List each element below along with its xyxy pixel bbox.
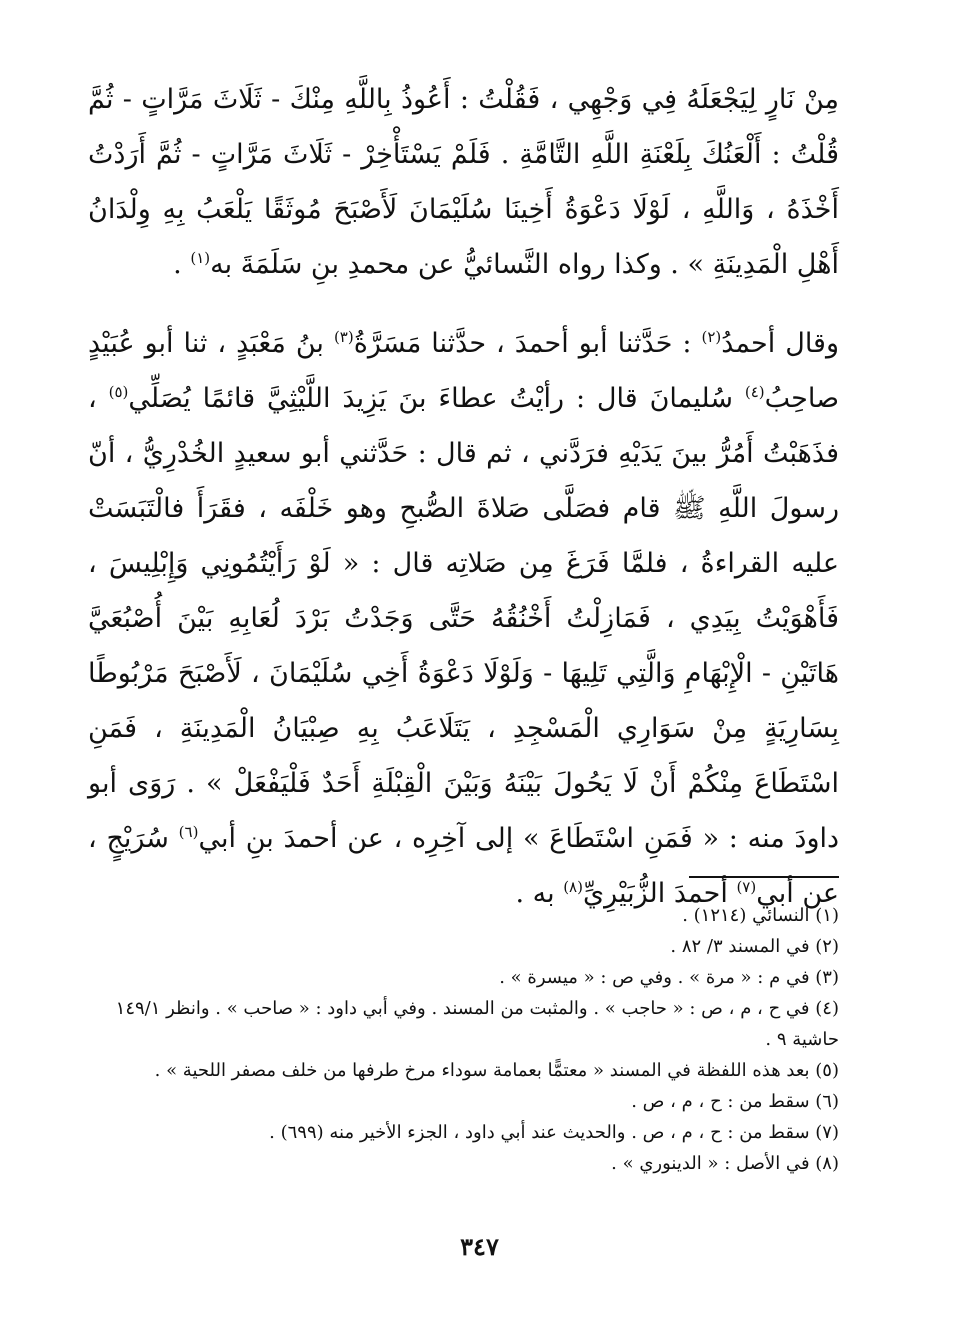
footnote-ref-3: (٣): [333, 328, 354, 346]
paragraph-2-text-4: سُليمانَ قال : رأيْتُ عطاءَ بنَ يَزِيدَ اللَّيْثِيَّ قائمًا يُصَلِّي: [128, 383, 745, 414]
paragraph-1-end: .: [173, 249, 191, 280]
page-number: ٣٤٧: [460, 1232, 499, 1261]
footnote-4: (٤) في ح ، م ، ص : « حاجب » . والمثبت من المسند . وفي أبي داود : « صاحب » . وانظر ١٤٩/١ حاشية ٩ .: [115, 998, 839, 1050]
paragraph-2: [88, 316, 839, 921]
paragraph-2-text-3: بنُ مَعْبَدٍ ، ثنا أبو عُبَيْدٍ صاحِبُ: [88, 328, 839, 414]
footnote-3: (٣) في م : « مرة » . وفي ص : « ميسرة » .: [499, 967, 839, 988]
footnote-7: (٧) سقط من : ح ، م ، ص . والحديث عند أبي داود ، الجزء الأخير منه (٦٩٩) .: [269, 1122, 839, 1143]
paragraph-1-text: مِنْ نَارٍ لِيَجْعَلَهُ فِي وَجْهِي ، فَقُلْتُ : أَعُوذُ بِاللَّهِ مِنْكَ - ثَلَاثَ مَرَّاتٍ - ثُمَّ قُلْتُ : أَلْعَنُكَ بِلَعْنَةِ اللَّهِ التَّامَّةِ . فَلَمْ يَسْتَأْخِرْ - ثَلَاثَ مَرَّاتٍ - ثُمَّ أَرَدْتُ أَخْذَهُ ، وَاللَّهِ ، لَوْلَا دَعْوَةُ أَخِينَا سُلَيْمَانَ لَأَصْبَحَ مُوثَقًا يَلْعَبُ بِهِ وِلْدَانُ أَهْلِ الْمَدِينَةِ » . وكذا رواه النَّسائيُّ عن محمدِ بنِ سَلَمَةَ به: [88, 84, 839, 280]
footnote-1: (١) النسائي (١٢١٤) .: [682, 905, 839, 926]
paragraph-2-text-2: : حَدَّثنا أبو أحمدَ ، حدَّثنا مَسَرَّةُ: [353, 328, 702, 359]
paragraph-1: [88, 72, 839, 292]
footnotes: [88, 900, 839, 1179]
paragraph-2-text-7: أحمدَ الزُّبَيْرِيِّ: [582, 878, 737, 909]
main-text: [88, 72, 839, 921]
paragraph-2-text-8: به .: [515, 878, 564, 909]
footnote-ref-7: (٧): [736, 878, 757, 896]
footnote-2: (٢) في المسند ٣/ ٨٢ .: [670, 936, 839, 957]
footnote-ref-2: (٢): [701, 328, 722, 346]
paragraph-2-text-5: ، فذَهَبْتُ أَمُرُّ بينَ يَدَيْهِ فرَدَّني ، ثم قال : حَدَّثني أبو سعيدٍ الخُدْرِيُّ ، أنّ رسولَ اللَّهِ ﷺ قام فصَلَّى صَلاةَ الصُّبحِ وهو خَلْفَه ، فقَرَأَ فالْتَبَسَتْ عليه القراءةُ ، فلمَّا فَرَغَ مِن صَلاتِه قال : « لَوْ رَأَيْتُمُونِي وَإِبْلِيسَ ، فَأَهْوَيْتُ بِيَدِي ، فَمَازِلْتُ أَخْنُقُهُ حَتَّى وَجَدْتُ بَرْدَ لُعَابِهِ بَيْنَ أُصْبُعَيَّ هَاتَيْنِ - الْإِبْهَامِ وَالَّتِي تَلِيهَا - وَلَوْلَا دَعْوَةُ أَخِي سُلَيْمَانَ ، لَأَصْبَحَ مَرْبُوطًا بِسَارِيَةٍ مِنْ سَوَارِي الْمَسْجِدِ ، يَتَلَاعَبُ بِهِ صِبْيَانُ الْمَدِينَةِ ، فَمَنِ اسْتَطَاعَ مِنْكُمْ أَنْ لَا يَحُولَ بَيْنَهُ وَبَيْنَ الْقِبْلَةِ أَحَدٌ فَلْيَفْعَلْ » . رَوَى أبو داودَ منه : « فَمَنِ اسْتَطَاعَ » إلى آخِرِه ، عن أحمدَ بنِ أبي: [88, 383, 840, 854]
paragraph-2-text-6: سُرَيْجٍ ، عن أبي: [88, 823, 839, 909]
footnote-8: (٨) في الأصل : « الدينوري » .: [611, 1153, 839, 1174]
footnote-ref-8: (٨): [563, 878, 583, 896]
footnote-ref-4: (٤): [744, 383, 765, 401]
footnote-ref-5: (٥): [108, 383, 129, 401]
footnote-5: (٥) بعد هذه اللفظة في المسند « معتمًّا بعمامة سوداء مرخ طرفها من خلف مصفر اللحية » .: [154, 1060, 839, 1081]
footnote-ref-6: (٦): [178, 823, 199, 841]
paragraph-2-text-1: وقال أحمدُ: [721, 328, 839, 359]
footnote-ref-1: (١): [190, 249, 211, 267]
footnote-divider: [689, 876, 839, 878]
footnote-6: (٦) سقط من : ح ، م ، ص .: [631, 1091, 839, 1112]
